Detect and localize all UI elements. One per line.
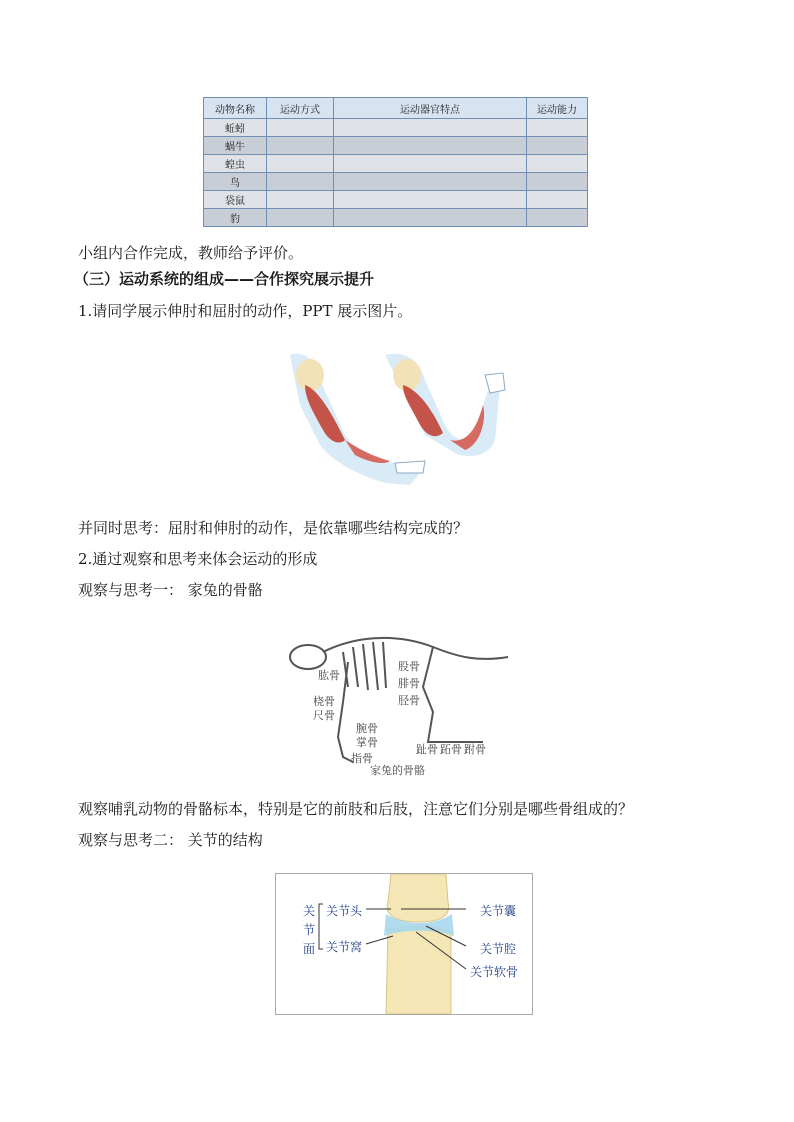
label-phalanges: 指骨 — [351, 752, 373, 765]
table-cell: 蜗牛 — [204, 137, 267, 155]
table-header: 动物名称 — [204, 98, 267, 119]
label-humerus: 肱骨 — [318, 669, 340, 682]
label-ulna: 尺骨 — [313, 709, 335, 722]
table-header: 运动能力 — [527, 98, 588, 119]
table-row — [204, 209, 588, 227]
label-carpal: 腕骨 — [356, 722, 378, 735]
table-cell: 鸟 — [204, 173, 267, 191]
label-joint-capsule: 关节囊 — [480, 904, 517, 918]
label-tibia: 胫骨 — [398, 694, 420, 707]
table-row — [204, 137, 588, 155]
table-header-row — [204, 98, 588, 119]
table-cell: 袋鼠 — [204, 191, 267, 209]
table-header: 运动方式 — [267, 98, 334, 119]
label-metacarpal: 掌骨 — [356, 736, 378, 749]
paragraph: 观察与思考一： 家兔的骨骼 — [78, 581, 263, 599]
table-row — [204, 155, 588, 173]
paragraph: 并同时思考：屈肘和伸肘的动作，是依靠哪些结构完成的？ — [78, 519, 469, 537]
table-cell: 豹 — [204, 209, 267, 227]
table-row — [204, 191, 588, 209]
paragraph: 观察与思考二： 关节的结构 — [78, 831, 263, 849]
arm-flexion-extension-image — [285, 345, 515, 505]
joint-surface-group-label: 关 节 面 — [303, 904, 316, 956]
table-cell: 蚯蚓 — [204, 119, 267, 137]
animal-movement-table — [203, 97, 588, 227]
label-articular-cartilage: 关节软骨 — [470, 965, 519, 979]
section-heading: （三）运动系统的组成——合作探究展示提升 — [74, 270, 375, 288]
rabbit-skeleton-image — [283, 622, 518, 782]
table-row — [204, 119, 588, 137]
label-toe-bones: 趾骨 — [416, 743, 438, 756]
table-cell: 蝗虫 — [204, 155, 267, 173]
joint-structure-image — [275, 873, 533, 1015]
label-fibula: 腓骨 — [398, 677, 420, 690]
paragraph: 观察哺乳动物的骨骼标本，特别是它的前肢和后肢，注意它们分别是哪些骨组成的？ — [78, 800, 634, 818]
table-header: 运动器官特点 — [334, 98, 527, 119]
table-row — [204, 173, 588, 191]
label-radius: 桡骨 — [313, 695, 335, 708]
label-joint-cavity: 关节腔 — [480, 942, 517, 956]
flexed-arm-illustration — [385, 354, 505, 456]
paragraph: 1.请同学展示伸肘和屈肘的动作，PPT 展示图片。 — [78, 302, 413, 320]
label-femur: 股骨 — [398, 660, 420, 673]
label-metatarsal: 跖骨 — [440, 743, 462, 756]
label-joint-head: 关节头 — [326, 904, 363, 918]
paragraph: 2.通过观察和思考来体会运动的形成 — [78, 550, 318, 568]
paragraph: 小组内合作完成，教师给予评价。 — [78, 244, 304, 262]
label-tarsal: 跗骨 — [464, 743, 486, 756]
skeleton-caption: 家兔的骨骼 — [370, 764, 425, 777]
label-joint-socket: 关节窝 — [326, 940, 363, 954]
